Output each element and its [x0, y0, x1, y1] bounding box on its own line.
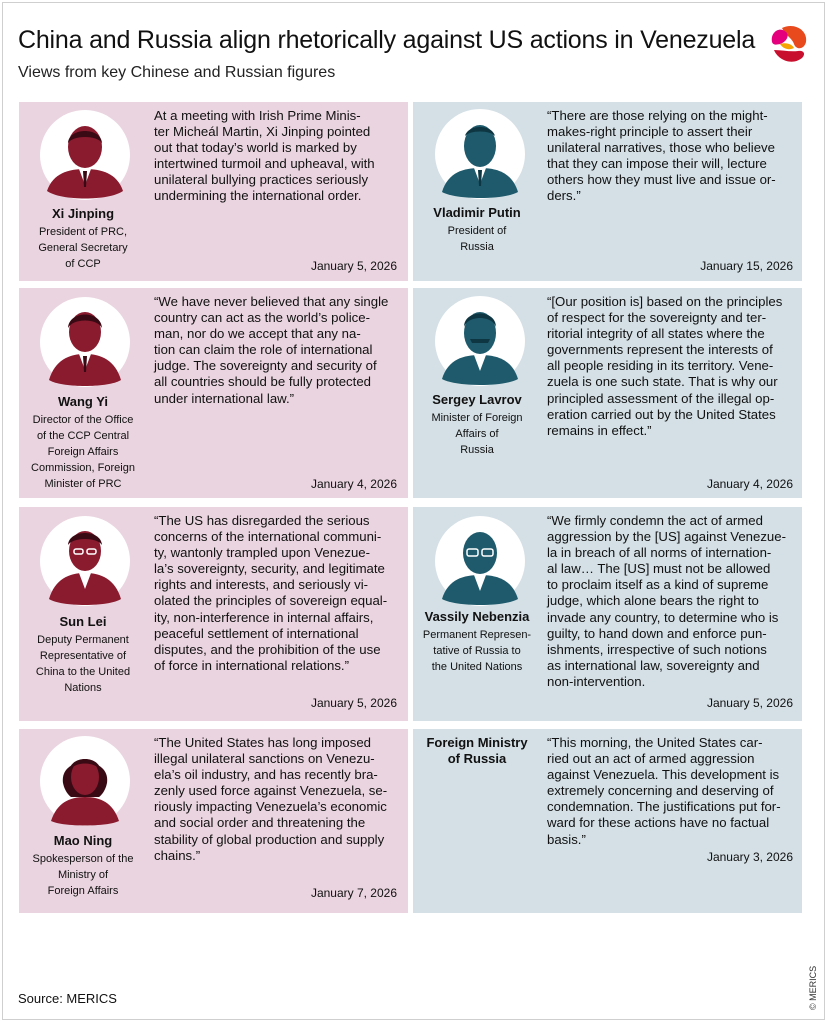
person-name: Xi Jinping	[51, 206, 115, 221]
quote-date: January 15, 2026	[700, 259, 793, 273]
quote-date: January 4, 2026	[310, 477, 397, 491]
merics-logo-icon	[764, 20, 812, 68]
quote-date: January 7, 2026	[310, 886, 397, 900]
person-role: President of Russia	[447, 225, 507, 253]
person-role: Director of the Office of the CCP Central Foreign Affairs Commission, Foreign Minister of PRC	[31, 414, 135, 490]
quote-text: “[Our position is] based on the principles of respect for the sovereignty and ter- ritorial integrity of all states where the governments represent the interests of all people residing in its territory. Vene- zuela is one such state. That is why our principled assessment of the illegal op- eration carried out by the United States remains in effect.”	[547, 294, 783, 438]
card-vassily-nebenzia	[413, 507, 802, 721]
person-block	[19, 394, 147, 492]
person-name: Mao Ning	[53, 833, 113, 848]
person-block	[413, 735, 541, 767]
person-role: Permanent Represen- tative of Russia to the United Nations	[422, 629, 532, 673]
person-name: Vassily Nebenzia	[424, 609, 530, 624]
quote-date: January 5, 2026	[310, 696, 397, 710]
person-role: Minister of Foreign Affairs of Russia	[431, 412, 523, 456]
mao-ning-portrait	[39, 735, 131, 827]
person-block	[413, 205, 541, 255]
card-mao-ning	[19, 729, 408, 913]
page-subtitle: Views from key Chinese and Russian figures	[18, 64, 336, 81]
quote-text: At a meeting with Irish Prime Minis- ter Micheál Martin, Xi Jinping pointed out that today’s world is marked by intertwined turmoil and upheaval, with unilateral bullying practices seriously undermining the international order.	[154, 108, 375, 204]
source-note: Source: MERICS	[18, 991, 117, 1006]
sun-lei-portrait	[39, 515, 131, 607]
quote-date: January 5, 2026	[706, 696, 793, 710]
card-vladimir-putin	[413, 102, 802, 281]
card-wang-yi	[19, 288, 408, 498]
quote-date: January 4, 2026	[706, 477, 793, 491]
card-xi-jinping	[19, 102, 408, 281]
card-sun-lei	[19, 507, 408, 721]
person-block	[413, 609, 541, 675]
person-block	[413, 392, 541, 458]
copyright-note: © MERICS	[808, 965, 818, 1010]
card-sergey-lavrov	[413, 288, 802, 498]
person-name: Sun Lei	[59, 614, 107, 629]
page-title: China and Russia align rhetorically against US actions in Venezuela	[18, 26, 756, 54]
quote-text: “This morning, the United States car- ried out an act of armed aggression against Venezuela. This development is extremely concerning and deserving of condemnation. The justifications put for- ward for these actions have no factual basis.”	[547, 735, 781, 847]
person-block	[19, 206, 147, 272]
person-block	[19, 614, 147, 696]
person-name: Wang Yi	[57, 394, 109, 409]
quote-text: “The United States has long imposed illegal unilateral sanctions on Venezu- ela’s oil industry, and has recently bra- zenly used force against Venezuela, se- riously impacting Venezuela’s economic and social order and threatening the stability of global production and supply chains.”	[154, 735, 388, 863]
vassily-nebenzia-portrait	[434, 515, 526, 607]
quote-date: January 5, 2026	[310, 259, 397, 273]
person-role: President of PRC, General Secretary of CCP	[38, 226, 128, 270]
vladimir-putin-portrait	[434, 108, 526, 200]
quote-text: “We firmly condemn the act of armed aggression by the [US] against Venezue- la in breach of all norms of internation- al law… The [US] must not be allowed to proclaim itself as a kind of supreme judge, which alone bears the right to invade any country, to determine who is guilty, to hand down and enforce pun- ishments, irrespective of such notions as international law, sovereignty and non-intervention.	[547, 513, 786, 689]
person-name: Vladimir Putin	[433, 205, 521, 220]
card-foreign-ministry-russia	[413, 729, 802, 913]
person-block	[19, 833, 147, 899]
wang-yi-portrait	[39, 296, 131, 388]
sergey-lavrov-portrait	[434, 295, 526, 387]
person-name: Sergey Lavrov	[432, 392, 522, 407]
person-role: Spokesperson of the Ministry of Foreign Affairs	[32, 853, 134, 897]
quote-text: “We have never believed that any single country can act as the world’s police- man, nor do we accept that any na- tion can claim the role of international judge. The sovereignty and security of all countries should be fully protected under international law.”	[154, 294, 389, 406]
quote-text: “The US has disregarded the serious concerns of the international communi- ty, wantonly trampled upon Venezue- la’s sovereignty, security, and legitimate rights and interests, and seriously vi- olated the principles of sovereign equal- ity, non-interference in internal affairs, peaceful settlement of international disputes, and the prohibition of the use of force in international relations.”	[154, 513, 388, 673]
quote-date: January 3, 2026	[706, 850, 793, 864]
quote-text: “There are those relying on the might- makes-right principle to assert their unilateral narratives, those who believe that they can impose their will, lecture others how they must live and issue or- ders.”	[547, 108, 776, 204]
xi-jinping-portrait	[39, 109, 131, 201]
person-role: Deputy Permanent Representative of China to the United Nations	[35, 634, 131, 694]
person-name: Foreign Ministry of Russia	[426, 735, 528, 766]
